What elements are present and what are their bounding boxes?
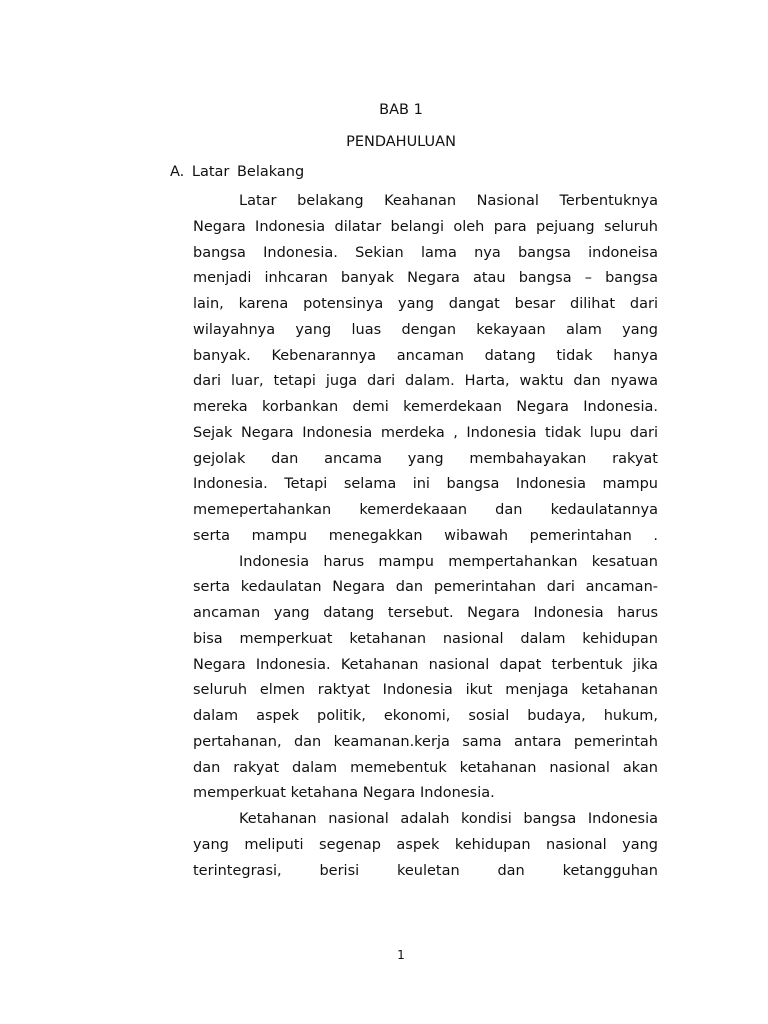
paragraph-line: lain, karena potensinya yang dangat besar dilihat dari [193, 296, 658, 312]
page-number: 1 [397, 948, 405, 962]
paragraph-line: seluruh elmen raktyat Indonesia ikut menjaga ketahanan [193, 682, 658, 699]
section-heading: A. Latar Belakang [170, 164, 305, 180]
paragraph-line: terintegrasi, berisi keuletan dan ketangguhan [193, 862, 658, 879]
chapter-title: PENDAHULUAN [346, 134, 456, 150]
body-text [193, 189, 658, 884]
paragraph-line: Sejak Negara Indonesia merdeka , Indonesia tidak lupu dari [193, 424, 658, 441]
chapter-label: BAB 1 [379, 102, 423, 118]
paragraph-line: bangsa Indonesia. Sekian lama nya bangsa indoneisa [193, 244, 658, 261]
paragraph-line: serta kedaulatan Negara dan pemerintahan dari ancaman- [193, 579, 658, 596]
paragraph-line: Ketahanan nasional adalah kondisi bangsa Indonesia [239, 811, 658, 827]
paragraph-line: Latar belakang Keahanan Nasional Terbentuknya [239, 193, 658, 209]
paragraph-line: gejolak dan ancama yang membahayakan rakyat [193, 450, 658, 467]
paragraph-line: ancaman yang datang tersebut. Negara Indonesia harus [193, 605, 658, 621]
paragraph-line: memepertahankan kemerdekaaan dan kedaulatannya [193, 502, 658, 518]
paragraph-line: memperkuat ketahana Negara Indonesia. [193, 785, 495, 802]
paragraph-line: menjadi inhcaran banyak Negara atau bangsa – bangsa [193, 270, 658, 287]
paragraph-line: pertahanan, dan keamanan.kerja sama antara pemerintah [193, 733, 658, 750]
paragraph-line: dan rakyat dalam memebentuk ketahanan nasional akan [193, 759, 658, 776]
paragraph-line: dalam aspek politik, ekonomi, sosial budaya, hukum, [193, 708, 658, 724]
paragraph-line: bisa memperkuat ketahanan nasional dalam kehidupan [193, 630, 658, 647]
paragraph-line: dari luar, tetapi juga dari dalam. Harta, waktu dan nyawa [193, 373, 658, 390]
paragraph-line: Negara Indonesia. Ketahanan nasional dapat terbentuk jika [193, 656, 658, 673]
paragraph-line: banyak. Kebenarannya ancaman datang tidak hanya [193, 347, 658, 364]
paragraph-line: mereka korbankan demi kemerdekaan Negara Indonesia. [193, 399, 658, 415]
paragraph-line: Indonesia harus mampu mempertahankan kesatuan [239, 553, 658, 570]
paragraph-line: wilayahnya yang luas dengan kekayaan alam yang [193, 321, 658, 338]
paragraph-line: yang meliputi segenap aspek kehidupan nasional yang [193, 836, 658, 853]
paragraph-line: Negara Indonesia dilatar belangi oleh para pejuang seluruh [193, 218, 658, 235]
paragraph-line: Indonesia. Tetapi selama ini bangsa Indonesia mampu [193, 476, 658, 493]
paragraph-line: serta mampu menegakkan wibawah pemerintahan . [193, 527, 658, 544]
